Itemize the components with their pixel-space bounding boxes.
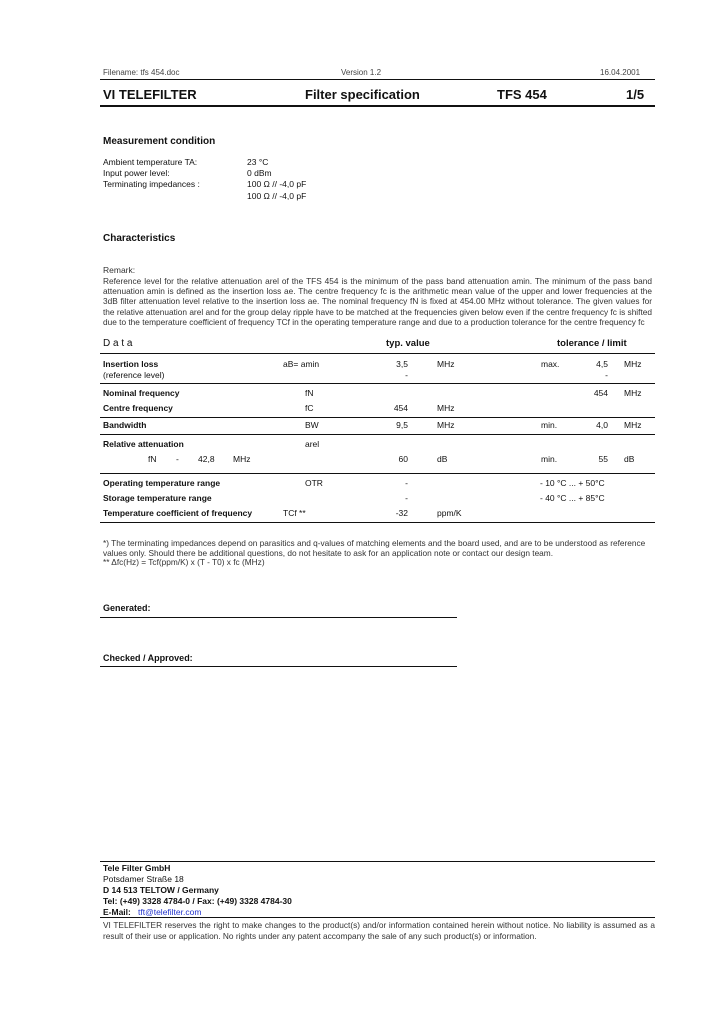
checked-label: Checked / Approved: <box>103 653 193 663</box>
row-freq-symbol: fN <box>148 454 157 464</box>
footer-street: Potsdamer Straße 18 <box>103 874 184 884</box>
tol-unit: MHz <box>624 420 642 430</box>
row-symbol: arel <box>305 439 320 449</box>
row-symbol: fN <box>305 388 314 398</box>
row-divider <box>100 473 655 474</box>
row-label: Insertion loss <box>103 359 159 369</box>
condition-value: 0 dBm <box>247 168 272 178</box>
row-label: Storage temperature range <box>103 493 212 503</box>
remark-text: Reference level for the relative attenuation arel of the TFS 454 is the minimum of the pass band attenuation amin. The minimum of the pass band attenuation amin is defined as the insertion loss ae. The centre frequency fc is the arithmetic mean value of the upper and lower frequencies at the 3dB filter attenuation level relative to the insertion loss ae. The nominal frequency fN is fixed at 454.00 MHz without tolerance. The given values for the relative attenuation arel and for the group delay ripple have to be matched at the frequencies given below even if the centre frequency fc is shifted due to the temperature coefficient of frequency TCf in the operating temperature range and due to a production tolerance for the centre frequency fc <box>103 276 652 327</box>
signature-line <box>100 617 457 618</box>
condition-label: Terminating impedances : <box>103 179 200 189</box>
condition-value: 23 °C <box>247 157 269 167</box>
row-label: Bandwidth <box>103 420 147 430</box>
row-divider <box>100 522 655 523</box>
footer-company: Tele Filter GmbH <box>103 863 171 873</box>
divider <box>100 861 655 862</box>
row-label: Nominal frequency <box>103 388 180 398</box>
row-label: (reference level) <box>103 370 165 380</box>
row-label: Relative attenuation <box>103 439 184 449</box>
email-link[interactable]: tft@telefilter.com <box>138 907 202 917</box>
part-number: TFS 454 <box>497 87 547 102</box>
typ-value: 454 <box>393 403 408 413</box>
condition-label: Ambient temperature TA: <box>103 157 198 167</box>
tol-qualifier: min. <box>541 420 558 430</box>
characteristics-title: Characteristics <box>103 233 176 244</box>
tol-qualifier: max. <box>541 359 560 369</box>
row-divider <box>100 434 655 435</box>
signature-line <box>100 666 457 667</box>
row-freq-unit: MHz <box>233 454 251 464</box>
filename: Filename: tfs 454.doc <box>103 68 180 77</box>
measurement-title: Measurement condition <box>103 136 216 147</box>
tol-unit: MHz <box>624 388 642 398</box>
typ-value: - <box>405 493 408 503</box>
row-label: Operating temperature range <box>103 478 221 488</box>
company-name: VI TELEFILTER <box>103 87 197 102</box>
typ-unit: MHz <box>437 420 455 430</box>
row-divider <box>100 383 655 384</box>
row-label: Centre frequency <box>103 403 173 413</box>
row-label: Temperature coefficient of frequency <box>103 508 253 518</box>
typ-unit: MHz <box>437 403 455 413</box>
tol-unit: dB <box>624 454 635 464</box>
row-symbol: TCf ** <box>283 508 306 518</box>
tol-value: 4,5 <box>596 359 608 369</box>
col-data: D a t a <box>103 338 133 349</box>
condition-value: 100 Ω // -4,0 pF <box>247 191 307 201</box>
tol-range: - 40 °C ... + 85°C <box>540 493 605 503</box>
row-symbol: aB= amin <box>283 359 320 369</box>
tol-value: 454 <box>593 388 608 398</box>
typ-value: -32 <box>395 508 408 518</box>
row-dash: - <box>176 454 179 464</box>
typ-value: 3,5 <box>396 359 408 369</box>
typ-unit: MHz <box>437 359 455 369</box>
divider <box>100 917 655 918</box>
tol-value: 4,0 <box>596 420 608 430</box>
condition-label: Input power level: <box>103 168 170 178</box>
row-divider <box>100 417 655 418</box>
row-freq-value: 42,8 <box>198 454 215 464</box>
row-symbol: OTR <box>305 478 323 488</box>
date: 16.04.2001 <box>600 68 641 77</box>
email-label: E-Mail: <box>103 907 131 917</box>
typ-unit: dB <box>437 454 448 464</box>
divider <box>100 353 655 354</box>
disclaimer: VI TELEFILTER reserves the right to make changes to the product(s) and/or information contained herein without notice. No liability is assumed as a result of their use or application. No rights under any patent accompany the sale of any such product(s) or information. <box>103 920 655 941</box>
typ-value: - <box>405 478 408 488</box>
typ-unit: ppm/K <box>437 508 462 518</box>
typ-value: 9,5 <box>396 420 408 430</box>
col-typ: typ. value <box>386 338 430 349</box>
tol-value: - <box>605 370 608 380</box>
page-number: 1/5 <box>626 87 645 102</box>
tol-value: 55 <box>598 454 608 464</box>
row-symbol: fC <box>305 403 314 413</box>
tol-qualifier: min. <box>541 454 558 464</box>
footnote: *) The terminating impedances depend on parasitics and q-values of matching elements and the board used, and are to be understood as reference values only. Should there be additional questions, do not hesitate to ask for an application note or contact our design team. <box>103 538 646 558</box>
typ-value: - <box>405 370 408 380</box>
row-symbol: BW <box>305 420 319 430</box>
divider <box>100 79 655 80</box>
tol-unit: MHz <box>624 359 642 369</box>
generated-label: Generated: <box>103 603 151 613</box>
footnote: ** Δfc(Hz) = Tcf(ppm/K) x (T - T0) x fc (MHz) <box>103 557 265 567</box>
typ-value: 60 <box>398 454 408 464</box>
tol-range: - 10 °C ... + 50°C <box>540 478 605 488</box>
footer-city: D 14 513 TELTOW / Germany <box>103 885 219 895</box>
condition-value: 100 Ω // -4,0 pF <box>247 179 307 189</box>
footer-phone: Tel: (+49) 3328 4784-0 / Fax: (+49) 3328 4784-30 <box>103 896 292 906</box>
version: Version 1.2 <box>341 68 382 77</box>
divider <box>100 105 655 107</box>
remark-label: Remark: <box>103 265 136 275</box>
col-tol: tolerance / limit <box>557 338 627 349</box>
doc-title: Filter specification <box>305 87 420 102</box>
